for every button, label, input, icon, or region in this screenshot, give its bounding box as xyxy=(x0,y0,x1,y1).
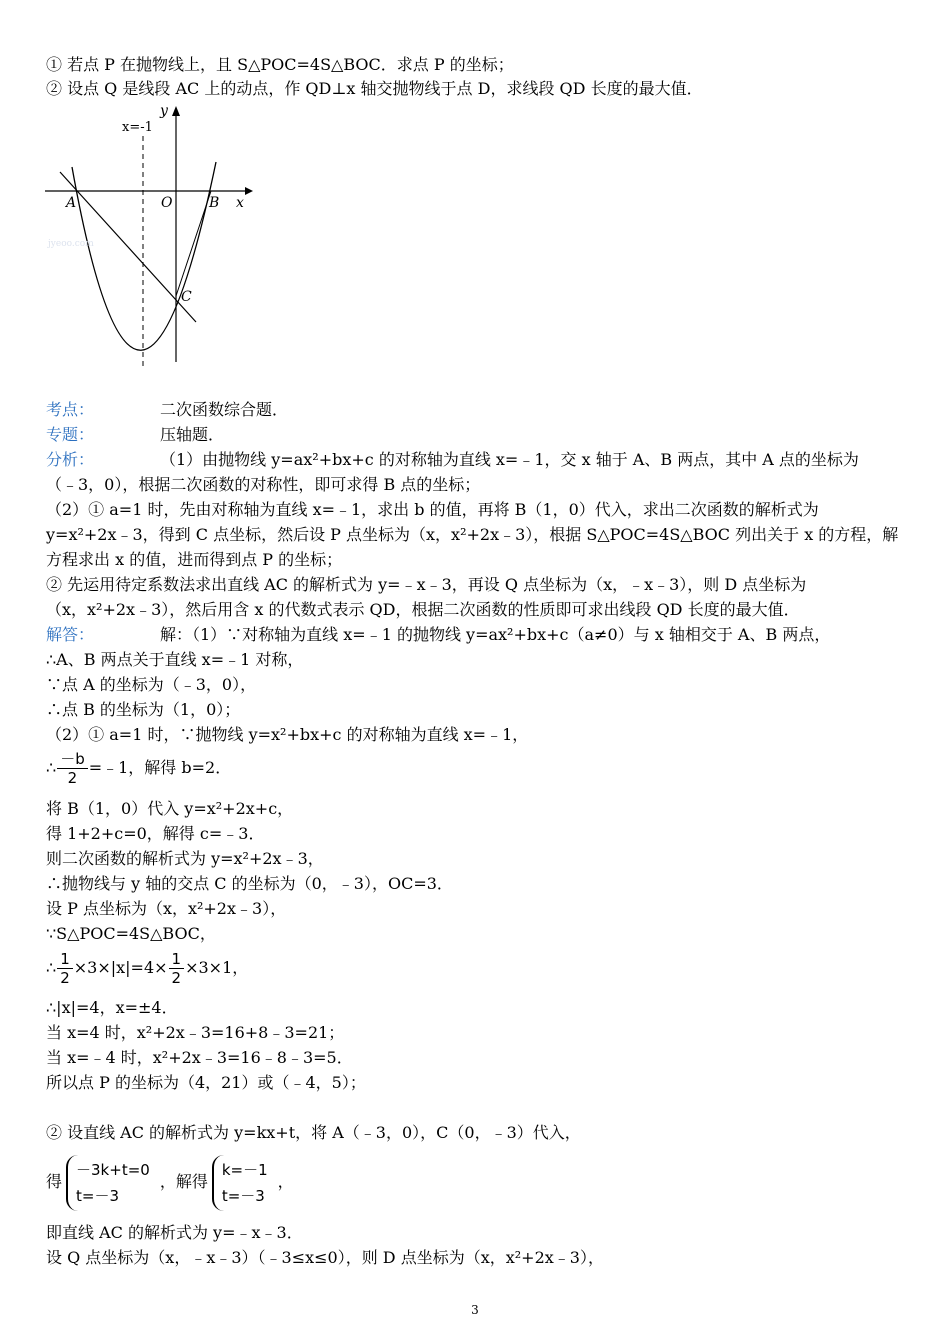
fenxi-line-5: 方程求出 x 的值，进而得到点 P 的坐标； xyxy=(46,550,343,569)
fenxi-row xyxy=(46,449,859,471)
y-axis-label: y xyxy=(160,103,168,119)
solution-line-21: 设 Q 点坐标为（x，﹣x﹣3）（﹣3≤x≤0），则 D 点坐标为（x，x²+2x﹣3）， xyxy=(46,1248,604,1267)
fenxi-line-2: （﹣3，0），根据二次函数的对称性，即可求得 B 点的坐标； xyxy=(46,475,481,494)
fraction-one-half-b: $\frac{1}{2}$ xyxy=(169,950,185,987)
fenxi-line-6: ② 先运用待定系数法求出直线 AC 的解析式为 y=﹣x﹣3，再设 Q 点坐标为（x，﹣x﹣3），则 D 点坐标为 xyxy=(46,575,807,594)
solution-line-3: ∵点 A 的坐标为（﹣3，0）， xyxy=(46,675,257,694)
solution-line-16: 当 x=﹣4 时，x²+2x﹣3=16﹣8﹣3=5． xyxy=(46,1048,353,1067)
parabola-curve xyxy=(72,162,216,350)
solution-line-17: 所以点 P 的坐标为（4，21）或（﹣4，5）； xyxy=(46,1073,366,1092)
kaodian-row xyxy=(46,399,288,421)
equation-system-2: k=－1 t=－3 xyxy=(212,1155,274,1211)
fenxi-label: 分析： xyxy=(46,450,95,469)
fenxi-line-3: （2）① a=1 时，先由对称轴为直线 x=﹣1，求出 b 的值，再将 B（1，0）代入，求出二次函数的解析式为 xyxy=(46,500,819,519)
solution-line-2: ∴A、B 两点关于直线 x=﹣1 对称， xyxy=(46,650,304,669)
question-2: ② 设点 Q 是线段 AC 上的动点，作 QD⊥x 轴交抛物线于点 D，求线段 QD 长度的最大值． xyxy=(46,79,703,98)
jieda-row xyxy=(46,624,830,646)
solution-line-18: ② 设直线 AC 的解析式为 y=kx+t，将 A（﹣3，0），C（0，﹣3）代入， xyxy=(46,1123,581,1142)
solution-line-14: ∴|x|=4，x=±4． xyxy=(46,998,178,1017)
symmetry-axis-label: x=-1 xyxy=(122,120,153,135)
solution-line-19: 得 －3k+t=0 t=－3 ，解得 k=－1 t=－3 ， xyxy=(46,1150,294,1214)
point-a-label: A xyxy=(66,195,77,211)
jieda-line-1: 解：（1）∵对称轴为直线 x=﹣1 的抛物线 y=ax²+bx+c（a≠0）与 x 轴相交于 A、B 两点， xyxy=(160,625,831,644)
solution-line-6: ∴ $\frac{-b}{2}$ =﹣1，解得 b=2． xyxy=(46,750,232,787)
fenxi-line-7: （x，x²+2x﹣3），然后用含 x 的代数式表示 QD，根据二次函数的性质即可求出线段 QD 长度的最大值． xyxy=(46,600,800,619)
fraction-neg-b-over-2: $\frac{-b}{2}$ xyxy=(57,750,88,787)
watermark: jyeoo.com xyxy=(48,239,94,249)
fenxi-line-1: （1）由抛物线 y=ax²+bx+c 的对称轴为直线 x=﹣1，交 x 轴于 A、B 两点，其中 A 点的坐标为 xyxy=(160,450,859,469)
solution-line-15: 当 x=4 时，x²+2x﹣3=16+8﹣3=21； xyxy=(46,1023,345,1042)
solution-line-11: 设 P 点坐标为（x，x²+2x﹣3）， xyxy=(46,899,287,918)
solution-line-4: ∴点 B 的坐标为（1，0）； xyxy=(46,700,241,719)
solution-line-9: 则二次函数的解析式为 y=x²+2x﹣3， xyxy=(46,849,324,868)
solution-line-7: 将 B（1，0）代入 y=x²+2x+c， xyxy=(46,799,294,818)
parabola-figure xyxy=(40,100,260,375)
point-c-label: C xyxy=(181,289,192,305)
solution-line-12: ∵S△POC=4S△BOC， xyxy=(46,924,216,943)
solution-line-20: 即直线 AC 的解析式为 y=﹣x﹣3． xyxy=(46,1223,303,1242)
solution-line-8: 得 1+2+c=0，解得 c=﹣3． xyxy=(46,824,265,843)
solution-line-5: （2）① a=1 时，∵抛物线 y=x²+bx+c 的对称轴为直线 x=﹣1， xyxy=(46,725,529,744)
line-bc xyxy=(176,191,211,296)
zhuanti-text: 压轴题． xyxy=(160,425,225,444)
kaodian-label: 考点： xyxy=(46,400,95,419)
origin-label: O xyxy=(161,195,173,211)
question-1: ① 若点 P 在抛物线上，且 S△POC=4S△BOC．求点 P 的坐标； xyxy=(46,55,514,74)
x-axis-label: x xyxy=(236,195,244,211)
fraction-one-half-a: $\frac{1}{2}$ xyxy=(57,950,73,987)
y-axis-arrow-icon xyxy=(172,106,180,116)
jieda-label: 解答： xyxy=(46,625,95,644)
zhuanti-row xyxy=(46,424,224,446)
page-number: 3 xyxy=(471,1303,479,1317)
solution-line-13: ∴ $\frac{1}{2}$ ×3×|x|=4× $\frac{1}{2}$ ×3×1， xyxy=(46,950,249,987)
solution-line-10: ∴抛物线与 y 轴的交点 C 的坐标为（0，﹣3），OC=3． xyxy=(46,874,453,893)
point-b-label: B xyxy=(209,195,220,211)
fenxi-line-4: y=x²+2x﹣3，得到 C 点坐标，然后设 P 点坐标为（x，x²+2x﹣3），根据 S△POC=4S△BOC 列出关于 x 的方程，解 xyxy=(46,525,899,544)
zhuanti-label: 专题： xyxy=(46,425,95,444)
equation-system-1: －3k+t=0 t=－3 xyxy=(66,1155,156,1211)
x-axis-arrow-icon xyxy=(245,187,253,195)
kaodian-text: 二次函数综合题． xyxy=(160,400,289,419)
